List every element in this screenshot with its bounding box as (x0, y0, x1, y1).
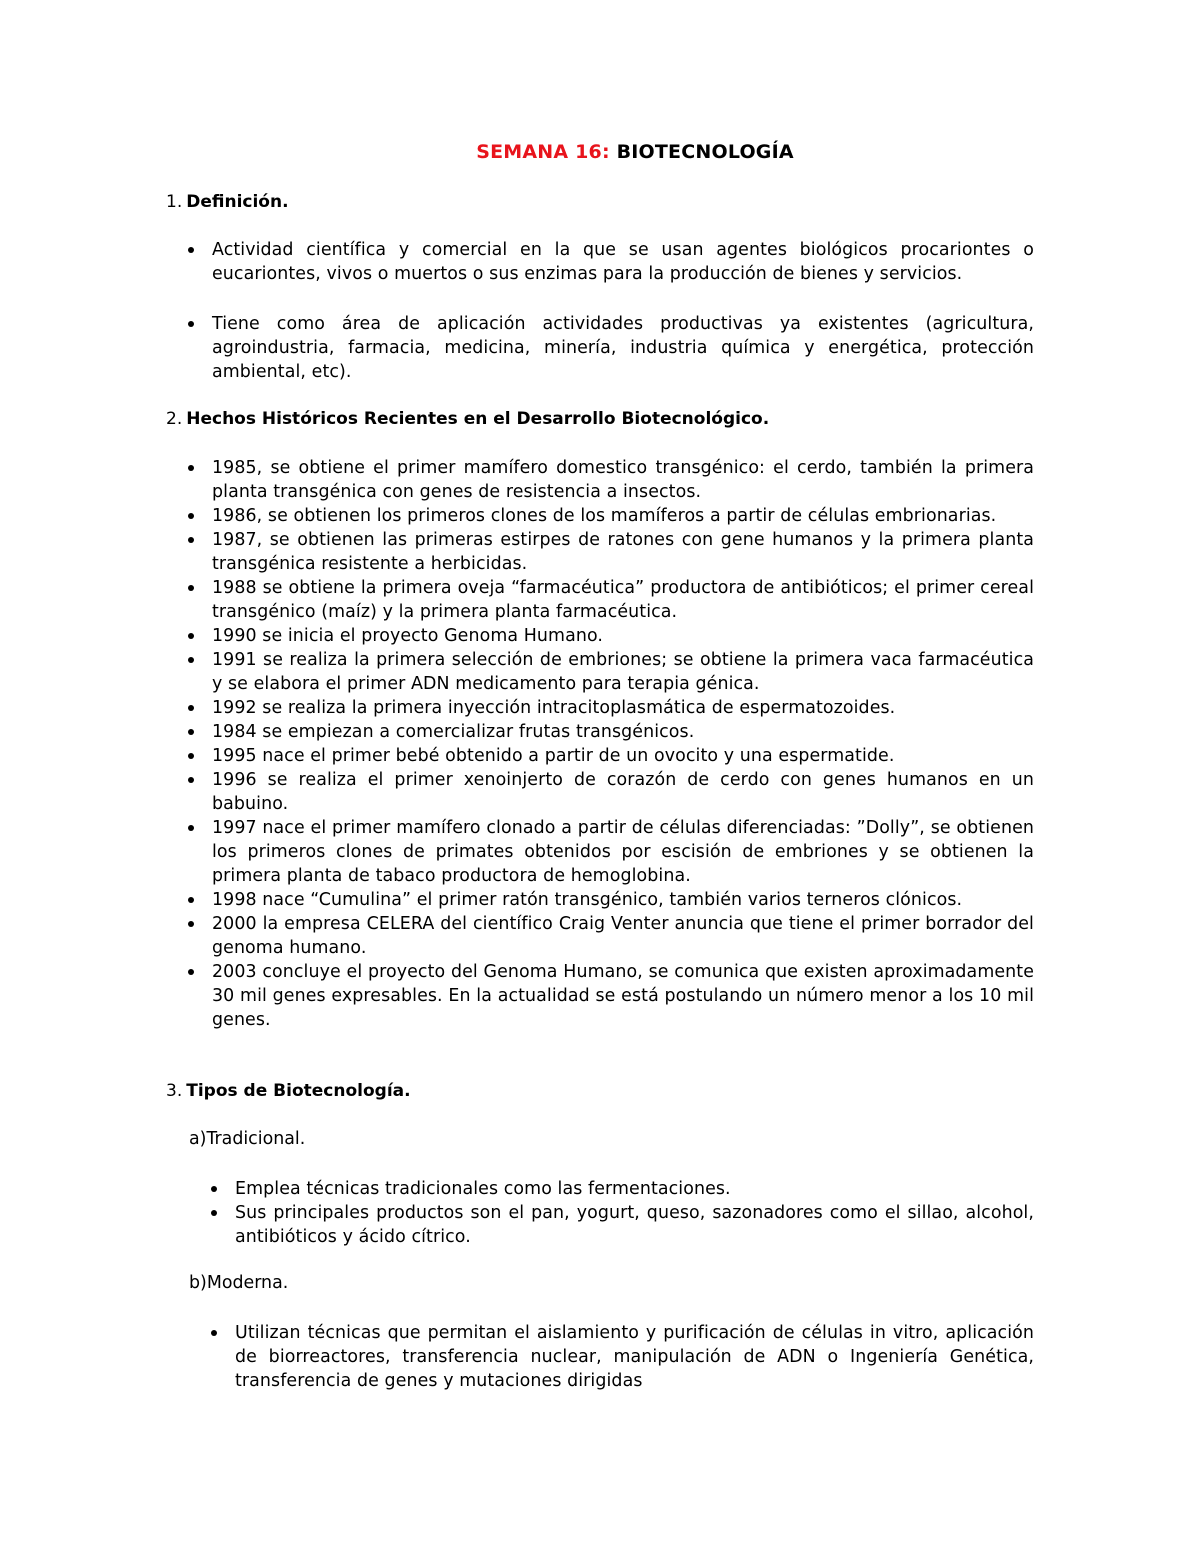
list-item: 1991 se realiza la primera selección de embriones; se obtiene la primera vaca farmacéutica y se elabora el primer ADN medicamento para terapia génica. (212, 650, 1034, 694)
list-item: Emplea técnicas tradicionales como las fermentaciones. (235, 1177, 1034, 1201)
list-item: 1995 nace el primer bebé obtenido a partir de un ovocito y una espermatide. (212, 744, 1034, 768)
page-title (0, 141, 1200, 163)
section-3-heading (166, 1081, 411, 1101)
list-item: Utilizan técnicas que permitan el aislamiento y purificación de células in vitro, aplicación de biorreactores, transferencia nuclear, manipulación de ADN o Ingeniería Genética, transferencia de genes y mutaciones dirigidas (235, 1323, 1034, 1391)
subsection-a-list (235, 1177, 1034, 1249)
section-title: Hechos Históricos Recientes en el Desarrollo Biotecnológico. (186, 409, 770, 429)
section-number: 1. (166, 192, 183, 212)
section-1-list (212, 238, 1034, 286)
list-item: Actividad científica y comercial en la que se usan agentes biológicos procariontes o eucariontes, vivos o muertos o sus enzimas para la producción de bienes y servicios. (212, 240, 1034, 284)
title-prefix: SEMANA 16: (476, 141, 610, 163)
section-2-heading (166, 409, 769, 429)
section-1-heading (166, 192, 289, 212)
list-item: Tiene como área de aplicación actividades productivas ya existentes (agricultura, agroindustria, farmacia, medicina, minería, industria química y energética, protección ambiental, etc). (212, 314, 1034, 382)
subsection-b-list (235, 1321, 1034, 1393)
list-item: 1990 se inicia el proyecto Genoma Humano. (212, 624, 1034, 648)
list-item: 1996 se realiza el primer xenoinjerto de corazón de cerdo con genes humanos en un babuino. (212, 770, 1034, 814)
section-number: 3. (166, 1081, 183, 1101)
section-title: Definición. (186, 192, 289, 212)
list-item: 1984 se empiezan a comercializar frutas transgénicos. (212, 720, 1034, 744)
section-number: 2. (166, 409, 183, 429)
title-main: BIOTECNOLOGÍA (616, 141, 794, 163)
list-item: 1998 nace “Cumulina” el primer ratón transgénico, también varios terneros clónicos. (212, 888, 1034, 912)
list-item: 1985, se obtiene el primer mamífero domestico transgénico: el cerdo, también la primera planta transgénica con genes de resistencia a insectos. (212, 458, 1034, 502)
list-item: 2000 la empresa CELERA del científico Craig Venter anuncia que tiene el primer borrador del genoma humano. (212, 914, 1034, 958)
list-item: 1997 nace el primer mamífero clonado a partir de células diferenciadas: ”Dolly”, se obtienen los primeros clones de primates obtenidos por escisión de embriones y se obtienen la primera planta de tabaco productora de hemoglobina. (212, 818, 1034, 886)
subsection-a-label: a)Tradicional. (189, 1129, 306, 1149)
list-item: 1988 se obtiene la primera oveja “farmacéutica” productora de antibióticos; el primer cereal transgénico (maíz) y la primera planta farmacéutica. (212, 578, 1034, 622)
list-item: 1986, se obtienen los primeros clones de los mamíferos a partir de células embrionarias. (212, 504, 1034, 528)
list-item: 1992 se realiza la primera inyección intracitoplasmática de espermatozoides. (212, 696, 1034, 720)
list-item: Sus principales productos son el pan, yogurt, queso, sazonadores como el sillao, alcohol, antibióticos y ácido cítrico. (235, 1203, 1034, 1247)
section-2-list (212, 456, 1034, 1032)
list-item: 1987, se obtienen las primeras estirpes de ratones con gene humanos y la primera planta transgénica resistente a herbicidas. (212, 530, 1034, 574)
list-item: 2003 concluye el proyecto del Genoma Humano, se comunica que existen aproximadamente 30 mil genes expresables. En la actualidad se está postulando un número menor a los 10 mil genes. (212, 962, 1034, 1030)
section-title: Tipos de Biotecnología. (186, 1081, 411, 1101)
subsection-b-label: b)Moderna. (189, 1273, 289, 1293)
section-1-list (212, 312, 1034, 384)
